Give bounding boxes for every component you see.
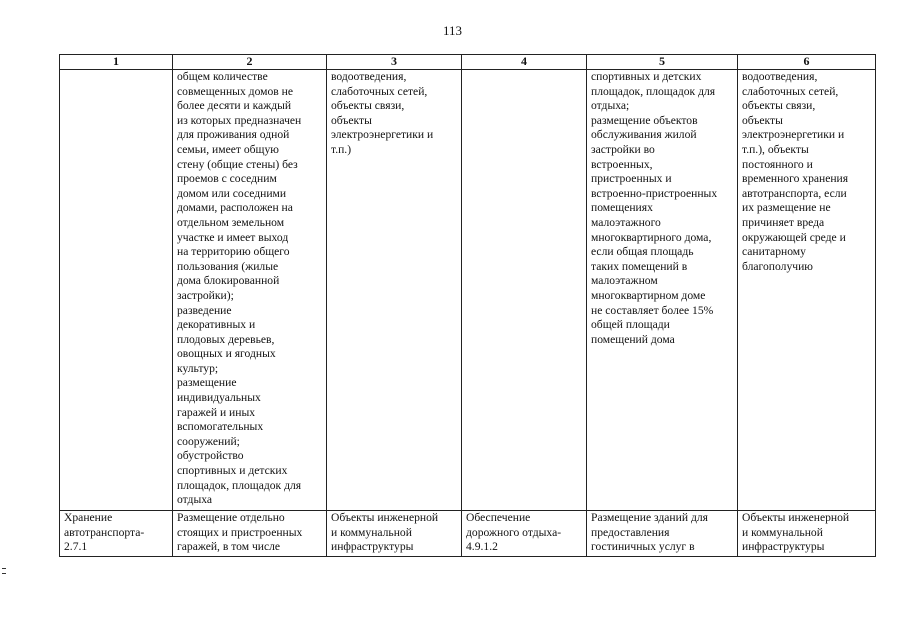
table-cell: Размещение отдельно стоящих и пристроенных гаражей, в том числе — [173, 511, 327, 557]
zoning-table — [59, 54, 876, 557]
column-header-6: 6 — [738, 55, 876, 70]
table-cell: Объекты инженерной и коммунальной инфраструктуры — [327, 511, 462, 557]
table-cell — [60, 70, 173, 511]
page-number: 113 — [442, 23, 463, 38]
table-cell: Размещение зданий для предоставления гостиничных услуг в — [587, 511, 738, 557]
column-header-5: 5 — [587, 55, 738, 70]
table-cell: водоотведения, слаботочных сетей, объекты связи, объекты электроэнергетики и т.п.) — [327, 70, 462, 511]
column-header-2: 2 — [173, 55, 327, 70]
header-row — [60, 55, 876, 70]
table-cell: Объекты инженерной и коммунальной инфраструктуры — [738, 511, 876, 557]
table-cell: водоотведения, слаботочных сетей, объекты связи, объекты электроэнергетики и т.п.), объекты постоянного и временного хранения автотранспорта, если их размещение не причиняет вреда окружающей среде и санитарному благополучию — [738, 70, 876, 511]
table-row — [60, 70, 876, 511]
column-header-3: 3 — [327, 55, 462, 70]
table-cell — [462, 70, 587, 511]
column-header-1: 1 — [60, 55, 173, 70]
scan-edge-mark — [2, 568, 6, 574]
column-header-4: 4 — [462, 55, 587, 70]
table-cell: общем количестве совмещенных домов не более десяти и каждый из которых предназначен для проживания одной семьи, имеет общую стену (общие стены) без проемов с соседним домом или соседними домами, расположен на отдельном земельном участке и имеет выход на территорию общего пользования (жилые дома блокированной застройки); разведение декоративных и плодовых деревьев, овощных и ягодных культур; размещение индивидуальных гаражей и иных вспомогательных сооружений; обустройство спортивных и детских площадок, площадок для отдыха — [173, 70, 327, 511]
table-cell: спортивных и детских площадок, площадок для отдыха; размещение объектов обслуживания жилой застройки во встроенных, пристроенных и встроенно-пристроенных помещениях малоэтажного многоквартирного дома, если общая площадь таких помещений в малоэтажном многоквартирном доме не составляет более 15% общей площади помещений дома — [587, 70, 738, 511]
table-row — [60, 511, 876, 557]
table-cell: Хранение автотранспорта- 2.7.1 — [60, 511, 173, 557]
table-cell: Обеспечение дорожного отдыха- 4.9.1.2 — [462, 511, 587, 557]
